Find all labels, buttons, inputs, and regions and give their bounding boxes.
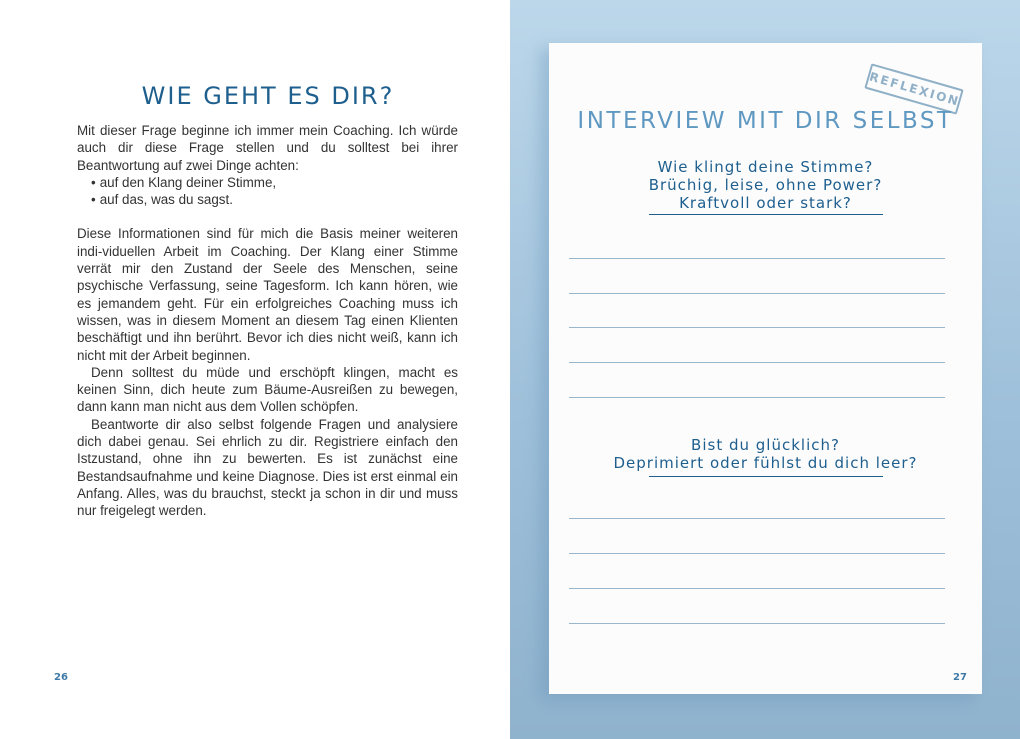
question-1-underline (649, 214, 883, 215)
page-number-right: 27 (953, 672, 967, 683)
bullet-text: auf das, was du sagst. (99, 192, 233, 208)
bullet-text: auf den Klang deiner Stimme, (99, 174, 277, 190)
paragraph: Beantworte dir also selbst folgende Fragen und analysiere dich dabei genau. Sei ehrlich zu dir. Registriere einfach den Istzustand, ohne ihn zu bewerten. Es ist zunächst eine Bestandsaufnahme und keine Diagnose. Dies ist erst einmal ein Anfang. Alles, was du brauchst, steckt ja schon in dir und muss nur freigelegt werden. (77, 416, 458, 519)
list-item: • auf das, was du sagst. (91, 192, 233, 208)
question-line: Bist du glücklich? (691, 436, 840, 454)
bullet-list (77, 174, 458, 209)
answer-line[interactable] (569, 588, 945, 589)
reflexion-stamp: REFLEXION (864, 63, 963, 114)
list-item: • auf den Klang deiner Stimme, (91, 174, 277, 190)
paragraph: Diese Informationen sind für mich die Basis meiner weiteren indi-viduellen Arbeit im Coaching. Der Klang einer Stimme verrät mir den Zustand der Seele des Menschen, seine psychische Verfassung, seine Tagesform. Ich kann hören, wie es jemandem geht. Für ein erfolgreiches Coaching muss ich wissen, was in diesem Moment an diesem Tag einen Klienten beschäftigt und ihn berührt. Bevor ich dies nicht weiß, kann ich nicht mit der Arbeit beginnen. (77, 226, 458, 363)
question-line: Kraftvoll oder stark? (679, 194, 852, 212)
question-2-underline (649, 476, 883, 477)
question-1 (549, 158, 982, 212)
question-line: Deprimiert oder fühlst du dich leer? (613, 454, 918, 472)
worksheet-title: INTERVIEW MIT DIR SELBST (577, 108, 954, 134)
answer-line[interactable] (569, 623, 945, 624)
question-line: Wie klingt deine Stimme? (657, 158, 874, 176)
answer-line[interactable] (569, 258, 945, 259)
answer-line[interactable] (569, 362, 945, 363)
answer-line[interactable] (569, 518, 945, 519)
answer-line[interactable] (569, 553, 945, 554)
answer-line[interactable] (569, 293, 945, 294)
paragraph: Denn solltest du müde und erschöpft klingen, macht es keinen Sinn, dich heute zum Bäume-Ausreißen zu bewegen, dann kann man nicht aus dem Vollen schöpfen. (77, 364, 458, 415)
page-number-left: 26 (54, 672, 68, 683)
question-2 (549, 436, 982, 472)
worksheet-card (549, 43, 982, 694)
page-heading: WIE GEHT ES DIR? (141, 82, 395, 110)
question-line: Brüchig, leise, ohne Power? (648, 176, 883, 194)
intro-paragraph: Mit dieser Frage beginne ich immer mein Coaching. Ich würde auch dir diese Frage stellen und du solltest bei ihrer Beantwortung auf zwei Dinge achten: (77, 123, 458, 173)
body-text (77, 122, 458, 520)
answer-line[interactable] (569, 397, 945, 398)
answer-line[interactable] (569, 327, 945, 328)
